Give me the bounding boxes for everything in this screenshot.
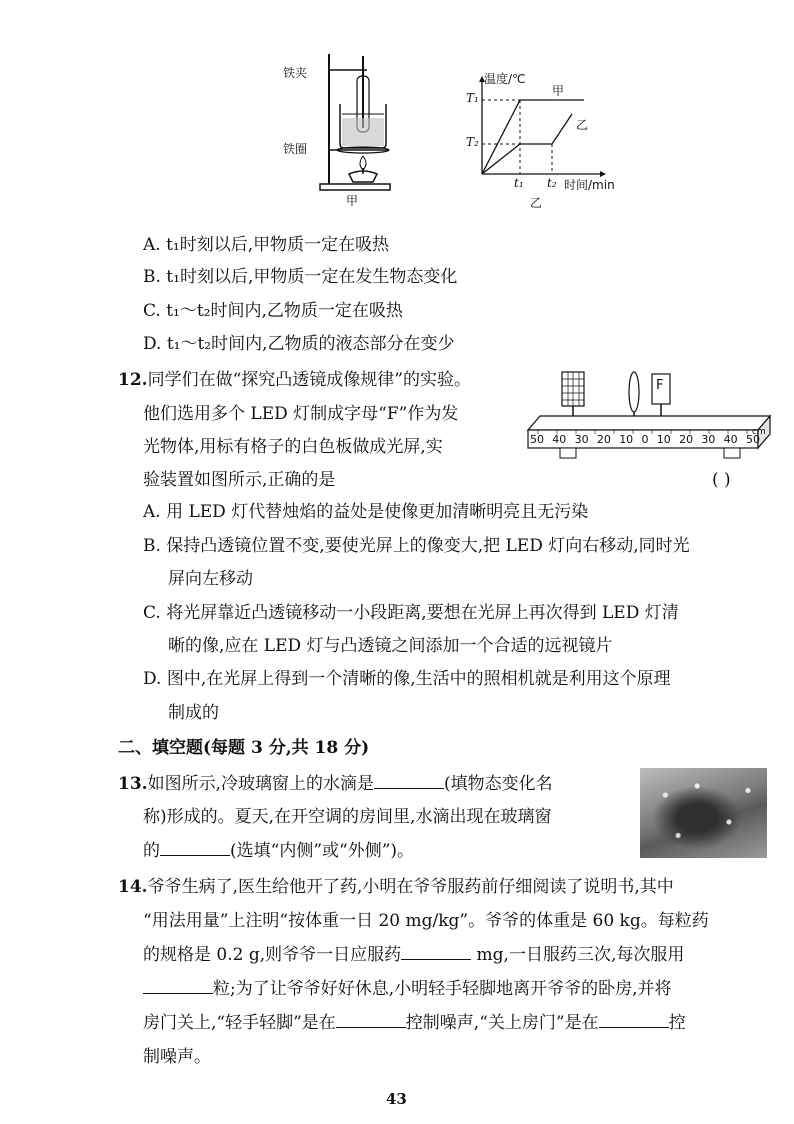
section-2-title: 二、填空题(每题 3 分,共 18 分) xyxy=(118,738,370,758)
q11-option-a: A. t₁时刻以后,甲物质一定在吸热 xyxy=(143,235,390,255)
q12-option-c-line-1: C. 将光屏靠近凸透镜移动一小段距离,要想在光屏上再次得到 LED 灯清 xyxy=(143,603,679,623)
graph-curve-yi-label: 乙 xyxy=(576,118,589,132)
q12-option-d-line-1: D. 图中,在光屏上得到一个清晰的像,生活中的照相机就是利用这个原理 xyxy=(143,669,671,689)
q14-blank-3[interactable] xyxy=(336,1011,406,1028)
q13-line-2: 称)形成的。夏天,在开空调的房间里,水滴出现在玻璃窗 xyxy=(143,807,552,827)
bench-tick: 40 xyxy=(723,433,738,446)
q14-text-5c: 控 xyxy=(668,1013,686,1033)
q12-option-c-line-2: 晰的像,应在 LED 灯与凸透镜之间添加一个合适的远视镜片 xyxy=(168,636,613,656)
q14-text-5b: 控制噪声,“关上房门”是在 xyxy=(405,1013,599,1033)
q14-text-1: 爷爷生病了,医生给他开了药,小明在爷爷服药前仔细阅读了说明书,其中 xyxy=(147,877,674,897)
bench-tick: 20 xyxy=(679,433,694,446)
q11-option-d: D. t₁～t₂时间内,乙物质的液态部分在变少 xyxy=(143,334,455,354)
q12-answer-paren: ( ) xyxy=(712,470,731,490)
q11-option-c: C. t₁～t₂时间内,乙物质一定在吸热 xyxy=(143,301,403,321)
page-number: 43 xyxy=(386,1090,407,1108)
q13-text-1a: 如图所示,冷玻璃窗上的水滴是 xyxy=(147,774,374,794)
bench-tick: 10 xyxy=(656,433,671,446)
q12-option-a: A. 用 LED 灯代替烛焰的益处是使像更加清晰明亮且无污染 xyxy=(143,502,589,522)
q12-stem-line-1 xyxy=(118,367,471,393)
q14-number: 14. xyxy=(118,877,148,897)
bench-scale-ticks xyxy=(530,433,760,446)
graph-tick-t1: t₁ xyxy=(514,176,524,190)
graph-x-axis-label: 时间/min xyxy=(564,178,615,192)
q13-line-1 xyxy=(118,771,553,797)
q14-line-1 xyxy=(118,874,674,900)
q14-line-3 xyxy=(143,942,684,968)
q14-text-3b: mg,一日服药三次,每次服用 xyxy=(471,945,685,965)
q12-stem-line-2: 他们选用多个 LED 灯制成字母“F”作为发 xyxy=(143,404,459,424)
graph-tick-t2: t₂ xyxy=(547,176,557,190)
q13-text-3b: (选填“内侧”或“外侧”)。 xyxy=(230,841,415,861)
q13-text-1b: (填物态变化名 xyxy=(443,774,553,794)
bench-f-letter: F xyxy=(656,378,664,393)
q12-stem-line-3: 光物体,用标有格子的白色板做成光屏,实 xyxy=(143,437,443,457)
graph-t2-label: T₂ xyxy=(466,135,479,149)
water-droplets-window-photo xyxy=(640,768,767,858)
q14-line-4 xyxy=(143,976,672,1002)
figure-jia-caption: 甲 xyxy=(346,194,359,208)
bench-tick: 10 xyxy=(619,433,634,446)
graph-t1-label: T₁ xyxy=(466,91,479,105)
q12-stem-text-1: 同学们在做“探究凸透镜成像规律”的实验。 xyxy=(147,370,471,390)
q13-blank-1[interactable] xyxy=(374,772,444,789)
q14-text-3a: 的规格是 0.2 g,则爷爷一日应服药 xyxy=(143,945,402,965)
iron-ring-label: 铁圈 xyxy=(283,142,308,156)
bench-tick: 50 xyxy=(745,433,760,446)
q13-text-3a: 的 xyxy=(143,841,160,861)
q14-blank-2[interactable] xyxy=(143,977,213,994)
q14-line-5 xyxy=(143,1010,686,1036)
bench-tick: 50 xyxy=(530,433,544,446)
bench-tick: 30 xyxy=(701,433,716,446)
q14-text-4: 粒;为了让爷爷好好休息,小明轻手轻脚地离开爷爷的卧房,并将 xyxy=(213,979,672,999)
q14-line-6: 制噪声。 xyxy=(143,1047,211,1067)
q14-line-2: “用法用量”上注明“按体重一日 20 mg/kg”。爷爷的体重是 60 kg。每粒药 xyxy=(143,911,709,931)
optical-bench-figure xyxy=(524,368,774,472)
graph-y-axis-label: 温度/℃ xyxy=(484,72,526,86)
q12-option-d-line-2: 制成的 xyxy=(168,703,219,723)
bench-tick: 20 xyxy=(596,433,611,446)
bench-tick: 0 xyxy=(641,433,649,446)
q11-option-b: B. t₁时刻以后,甲物质一定在发生物态变化 xyxy=(143,267,458,287)
q14-blank-1[interactable] xyxy=(401,943,471,960)
q12-stem-line-4: 验装置如图所示,正确的是 xyxy=(143,470,336,490)
q12-number: 12. xyxy=(118,370,148,390)
graph-curve-jia-label: 甲 xyxy=(552,84,565,98)
q12-option-b-line-2: 屏向左移动 xyxy=(168,569,253,589)
q13-line-3 xyxy=(143,838,414,864)
figure-yi-caption: 乙 xyxy=(530,196,543,210)
q13-blank-2[interactable] xyxy=(160,839,230,856)
iron-clamp-label: 铁夹 xyxy=(283,66,308,80)
q12-option-b-line-1: B. 保持凸透镜位置不变,要使光屏上的像变大,把 LED 灯向右移动,同时光 xyxy=(143,536,690,556)
bench-tick: 30 xyxy=(574,433,589,446)
q14-blank-4[interactable] xyxy=(599,1011,669,1028)
q13-number: 13. xyxy=(118,774,148,794)
q14-text-5a: 房门关上,“轻手轻脚”是在 xyxy=(143,1013,336,1033)
bench-tick: 40 xyxy=(552,433,567,446)
bench-unit-label: cm xyxy=(752,427,766,437)
